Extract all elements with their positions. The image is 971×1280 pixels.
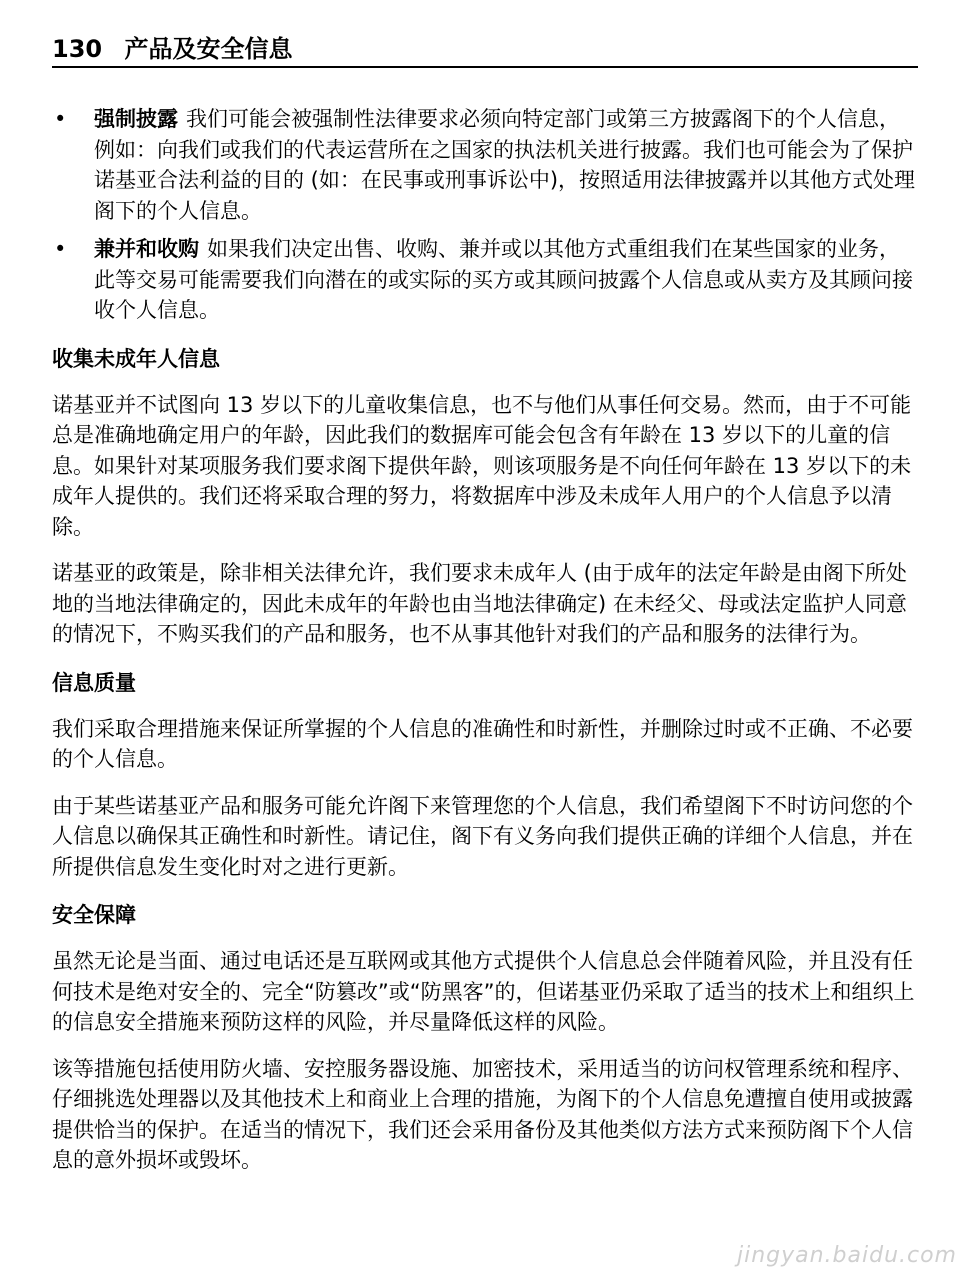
bullet-item-mergers-acquisitions — [52, 234, 918, 326]
section-heading-information-quality: 信息质量 — [52, 670, 136, 695]
bullet-text: 我们可能会被强制性法律要求必须向特定部门或第三方披露阁下的个人信息，例如：向我们或我们的代表运营所在之国家的执法机关进行披露。我们也可能会为了保护诺基亚合法利益的目的 (如：在民事或刑事诉讼中)，按照适用法律披露并以其他方式处理阁下的个人信息。 — [94, 107, 916, 223]
bullet-icon: • — [54, 237, 67, 261]
section-heading-minors: 收集未成年人信息 — [52, 346, 220, 371]
section-heading-security: 安全保障 — [52, 903, 136, 927]
page-header-title: 产品及安全信息 — [124, 35, 293, 63]
watermark: jingyan.baidu.com — [736, 1243, 957, 1268]
bullet-icon: • — [54, 107, 67, 131]
bullet-item-mandatory-disclosure — [52, 104, 918, 226]
page-header — [52, 34, 918, 68]
document-body — [52, 104, 918, 1192]
paragraph: 我们采取合理措施来保证所掌握的个人信息的准确性和时新性，并删除过时或不正确、不必要的个人信息。 — [52, 716, 913, 771]
paragraph: 诺基亚并不试图向 13 岁以下的儿童收集信息，也不与他们从事任何交易。然而，由于不可能总是准确地确定用户的年龄，因此我们的数据库可能会包含有年龄在 13 岁以下的儿童的信息。如果针对某项服务我们要求阁下提供年龄，则该项服务是不向任何年龄在 13 岁以下的未成年人提供的。我们还将采取合理的努力，将数据库中涉及未成年人用户的个人信息予以清除。 — [52, 392, 912, 539]
bullet-term: 强制披露 — [94, 107, 178, 131]
bullet-term: 兼并和收购 — [94, 237, 199, 261]
paragraph: 诺基亚的政策是，除非相关法律允许，我们要求未成年人 (由于成年的法定年龄是由阁下所处地的当地法律确定的，因此未成年的年龄也由当地法律确定) 在未经父、母或法定监护人同意的情况下，不购买我们的产品和服务，也不从事其他针对我们的产品和服务的法律行为。 — [52, 561, 907, 646]
bullet-list — [52, 104, 918, 326]
bullet-text: 如果我们决定出售、收购、兼并或以其他方式重组我们在某些国家的业务，此等交易可能需要我们向潜在的或实际的买方或其顾问披露个人信息或从卖方及其顾问接收个人信息。 — [94, 237, 913, 322]
paragraph: 该等措施包括使用防火墙、安控服务器设施、加密技术，采用适当的访问权管理系统和程序、仔细挑选处理器以及其他技术上和商业上合理的措施，为阁下的个人信息免遭擅自使用或披露提供恰当的保护。在适当的情况下，我们还会采用备份及其他类似方法方式来预防阁下个人信息的意外损坏或毁坏。 — [52, 1056, 913, 1172]
page-number: 130 — [52, 35, 103, 63]
paragraph: 由于某些诺基亚产品和服务可能允许阁下来管理您的个人信息，我们希望阁下不时访问您的个人信息以确保其正确性和时新性。请记住，阁下有义务向我们提供正确的详细个人信息，并在所提供信息发生变化时对之进行更新。 — [52, 793, 913, 879]
paragraph: 虽然无论是当面、通过电话还是互联网或其他方式提供个人信息总会伴随着风险，并且没有任何技术是绝对安全的、完全“防篡改”或“防黑客”的，但诺基亚仍采取了适当的技术上和组织上的信息安全措施来预防这样的风险，并尽量降低这样的风险。 — [52, 949, 915, 1034]
